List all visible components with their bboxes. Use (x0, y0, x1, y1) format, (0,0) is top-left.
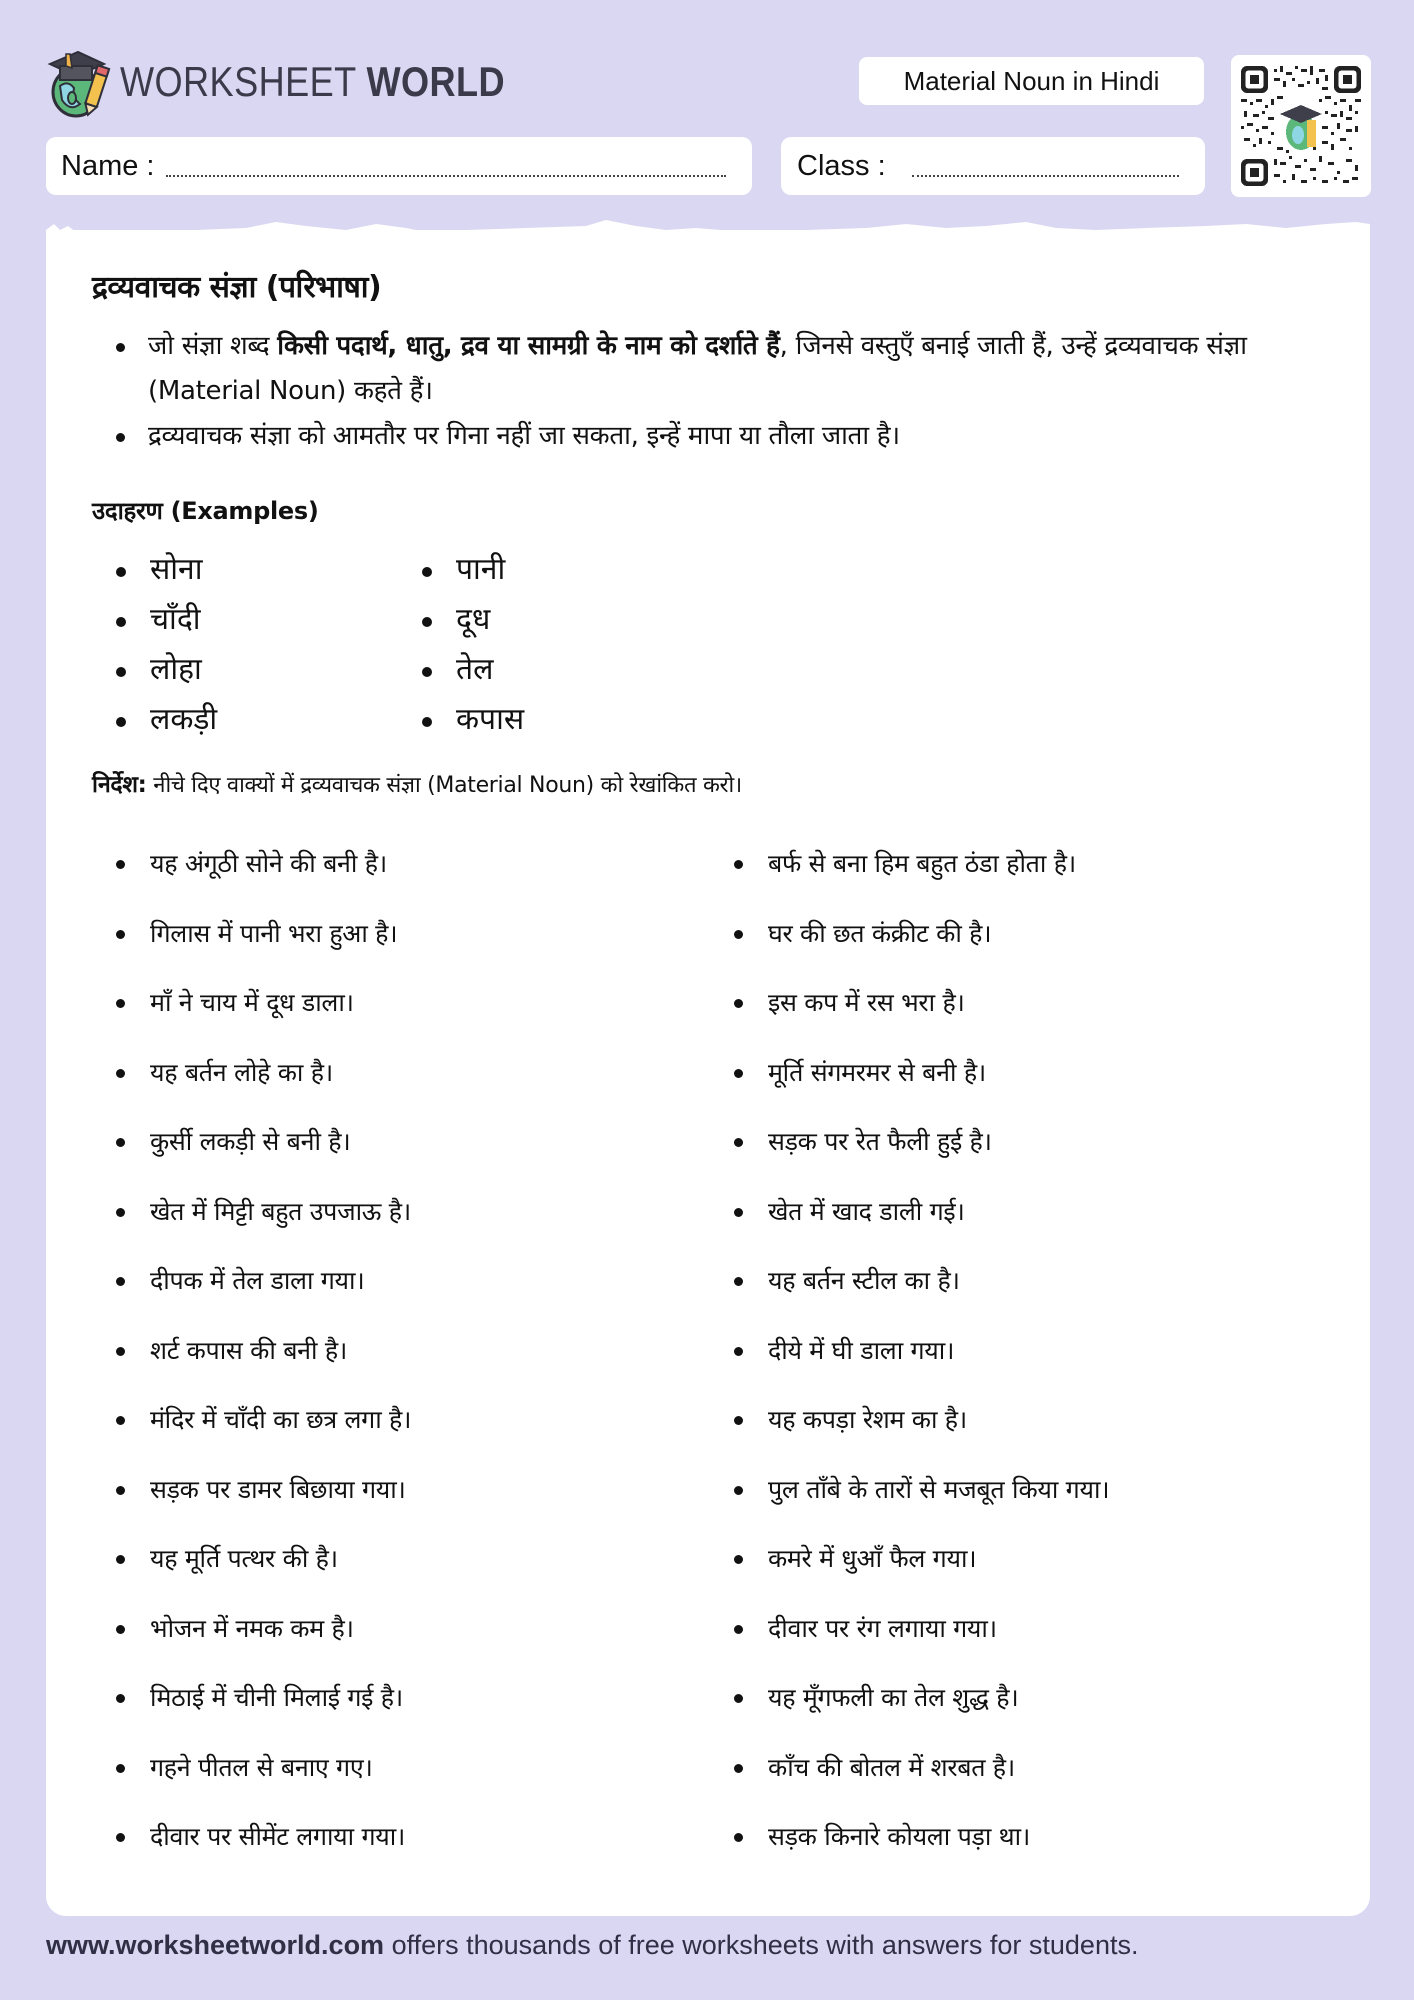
footer-text: offers thousands of free worksheets with answers for students. (384, 1930, 1139, 1960)
definition-suffix: , जिनसे वस्तुएँ बनाई जाती हैं, उन्हें द्रव्यवाचक संज्ञा (Material Noun) कहते हैं। (148, 331, 1247, 406)
name-label: Name : (61, 149, 155, 182)
definition-prefix: जो संज्ञा शब्द (148, 331, 278, 361)
name-field[interactable] (46, 137, 752, 195)
sentence-item: सड़क किनारे कोयला पड़ा था। (710, 1802, 1109, 1872)
example-item: पानी (398, 545, 524, 595)
sentence-item: यह अंगूठी सोने की बनी है। (92, 829, 710, 899)
sentence-item: सड़क पर डामर बिछाया गया। (92, 1455, 710, 1525)
class-label: Class : (797, 149, 886, 182)
sentence-item: दीपक में तेल डाला गया। (92, 1246, 710, 1316)
brand-name-light: WORKSHEET (120, 58, 357, 105)
brand-name (120, 58, 505, 106)
sentence-column-right (710, 829, 1109, 1872)
sentence-item: मूर्ति संगमरमर से बनी है। (710, 1038, 1109, 1108)
sentence-item: पुल ताँबे के तारों से मजबूत किया गया। (710, 1455, 1109, 1525)
sentence-item: माँ ने चाय में दूध डाला। (92, 968, 710, 1038)
class-field[interactable] (781, 137, 1205, 195)
sentence-item: गहने पीतल से बनाए गए। (92, 1733, 710, 1803)
class-input-line[interactable] (912, 155, 1179, 177)
example-item: लोहा (92, 645, 398, 695)
example-item: सोना (92, 545, 398, 595)
instruction-label: निर्देश: (92, 772, 147, 798)
sentence-item: शर्ट कपास की बनी है। (92, 1316, 710, 1386)
examples-heading: उदाहरण (Examples) (92, 497, 319, 525)
sentence-item: मिठाई में चीनी मिलाई गई है। (92, 1663, 710, 1733)
definition-heading: द्रव्यवाचक संज्ञा (परिभाषा) (92, 270, 382, 305)
sentence-item: भोजन में नमक कम है। (92, 1594, 710, 1664)
example-item: लकड़ी (92, 695, 398, 745)
sentence-item: घर की छत कंक्रीट की है। (710, 899, 1109, 969)
qr-center-logo (1280, 105, 1322, 150)
sentence-item: कुर्सी लकड़ी से बनी है। (92, 1107, 710, 1177)
worksheet-content (92, 265, 1342, 1872)
qr-code (1231, 55, 1371, 197)
definition-bold: किसी पदार्थ, धातु, द्रव या सामग्री के नाम को दर्शाते हैं (277, 331, 780, 361)
sentence-item: दीवार पर रंग लगाया गया। (710, 1594, 1109, 1664)
examples-column-2 (398, 545, 524, 745)
instruction-text: नीचे दिए वाक्यों में द्रव्यवाचक संज्ञा (Material Noun) को रेखांकित करो। (146, 773, 742, 798)
sentence-item: यह मूँगफली का तेल शुद्ध है। (710, 1663, 1109, 1733)
example-item: चाँदी (92, 595, 398, 645)
sentence-item: यह बर्तन स्टील का है। (710, 1246, 1109, 1316)
definition-list (92, 324, 1342, 459)
torn-paper-edge (46, 218, 1370, 242)
sentence-item: काँच की बोतल में शरबत है। (710, 1733, 1109, 1803)
footer (46, 1930, 1138, 1961)
examples-list (92, 545, 1342, 745)
example-item: दूध (398, 595, 524, 645)
brand-name-bold: WORLD (366, 58, 506, 105)
sentence-item: यह बर्तन लोहे का है। (92, 1038, 710, 1108)
sentence-item: सड़क पर रेत फैली हुई है। (710, 1107, 1109, 1177)
footer-site-link[interactable]: www.worksheetworld.com (46, 1930, 385, 1960)
sentence-item: दीये में घी डाला गया। (710, 1316, 1109, 1386)
example-item: तेल (398, 645, 524, 695)
topic-badge: Material Noun in Hindi (859, 57, 1204, 105)
sentence-item: यह मूर्ति पत्थर की है। (92, 1524, 710, 1594)
brand-logo (46, 46, 568, 118)
sentence-item: मंदिर में चाँदी का छत्र लगा है। (92, 1385, 710, 1455)
instruction (92, 767, 1342, 799)
definition-point: द्रव्यवाचक संज्ञा को आमतौर पर गिना नहीं जा सकता, इन्हें मापा या तौला जाता है। (92, 414, 1342, 459)
sentence-item: खेत में खाद डाली गई। (710, 1177, 1109, 1247)
sentence-exercise (92, 829, 1342, 1872)
qr-code-icon (1241, 65, 1361, 187)
sentence-column-left (92, 829, 710, 1872)
sentence-item: कमरे में धुआँ फैल गया। (710, 1524, 1109, 1594)
example-item: कपास (398, 695, 524, 745)
sentence-item: दीवार पर सीमेंट लगाया गया। (92, 1802, 710, 1872)
sentence-item: बर्फ से बना हिम बहुत ठंडा होता है। (710, 829, 1109, 899)
sentence-item: इस कप में रस भरा है। (710, 968, 1109, 1038)
sentence-item: गिलास में पानी भरा हुआ है। (92, 899, 710, 969)
name-input-line[interactable] (166, 155, 726, 177)
graduation-globe-logo-icon (46, 46, 112, 118)
sentence-item: यह कपड़ा रेशम का है। (710, 1385, 1109, 1455)
sentence-item: खेत में मिट्टी बहुत उपजाऊ है। (92, 1177, 710, 1247)
definition-point (92, 324, 1342, 414)
examples-column-1 (92, 545, 398, 745)
